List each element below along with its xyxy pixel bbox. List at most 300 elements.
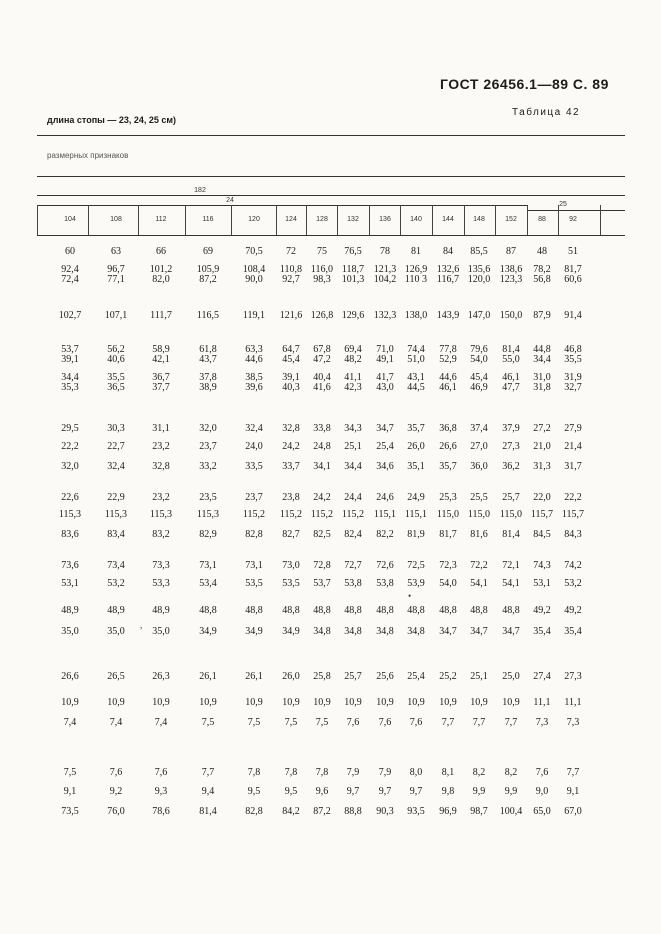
cell-value: 33,5 (245, 461, 263, 472)
cell-value: 7,3 (535, 717, 549, 728)
table-cell (553, 345, 593, 365)
table-cell (141, 672, 181, 682)
cell-value: 71,0 (376, 344, 394, 355)
cell-value: 115,7 (561, 509, 585, 520)
cell-value: 9,7 (409, 786, 423, 797)
cell-value: 44,8 (533, 344, 551, 355)
table-cell (141, 606, 181, 616)
cell-value: 9,6 (315, 786, 329, 797)
cell-value: 121,6 (279, 310, 303, 321)
cell-value: 65,0 (533, 806, 551, 817)
cell-value: 46,1 (502, 372, 520, 383)
columns-bottom-rule (37, 235, 625, 236)
cell-value: 7,8 (284, 767, 298, 778)
cell-value: 31,9 (564, 372, 582, 383)
table-cell (96, 807, 136, 817)
cell-value: 147,0 (467, 310, 491, 321)
cell-value: 115,1 (373, 509, 397, 520)
cell-value: 82,8 (245, 806, 263, 817)
cell-value: 33,8 (313, 423, 331, 434)
column-header: 116 (202, 216, 214, 223)
cell-value: 115,0 (467, 509, 491, 520)
table-cell (96, 768, 136, 778)
table-cell (188, 579, 228, 589)
cell-value: 69,4 (344, 344, 362, 355)
cell-value: 9,9 (504, 786, 518, 797)
cell-value: 7,7 (504, 717, 518, 728)
table-cell (141, 510, 181, 520)
table-cell (96, 606, 136, 616)
cell-value: 36,2 (502, 461, 520, 472)
cell-value: 72,6 (376, 560, 394, 571)
cell-value: 73,1 (245, 560, 263, 571)
cell-value: 22,6 (61, 492, 79, 503)
cell-value: 66 (156, 246, 166, 257)
cell-value: 10,9 (199, 697, 217, 708)
cell-value: 24,2 (313, 492, 331, 503)
cell-value: 115,0 (436, 509, 460, 520)
cell-value: 78,6 (152, 806, 170, 817)
cell-value: 54,1 (470, 578, 488, 589)
cell-value: 35,5 (107, 372, 125, 383)
cell-value: 25,8 (313, 671, 331, 682)
table-cell (50, 768, 90, 778)
table-cell (553, 493, 593, 503)
cell-value: 27,3 (564, 671, 582, 682)
cell-value: 11,1 (533, 697, 551, 708)
cell-value: 32,8 (282, 423, 300, 434)
cell-value: 119,1 (242, 310, 266, 321)
table-cell (141, 424, 181, 434)
table-cell (96, 265, 136, 285)
table-cell (234, 672, 274, 682)
table-cell (553, 698, 593, 708)
cell-value: 115,3 (104, 509, 128, 520)
cell-value: 72,7 (344, 560, 362, 571)
cell-value: 88,8 (344, 806, 362, 817)
cell-value: 26,6 (61, 671, 79, 682)
cell-value: 7,9 (346, 767, 360, 778)
cell-value: 73,0 (282, 560, 300, 571)
table-cell (188, 373, 228, 393)
cell-value: 9,3 (154, 786, 168, 797)
table-cell (96, 672, 136, 682)
cell-value: 24,2 (282, 441, 300, 452)
cell-value: 7,6 (109, 767, 123, 778)
cell-value: 34,8 (344, 626, 362, 637)
cell-value: 138,6 (499, 264, 523, 275)
table-cell (188, 462, 228, 472)
cell-value: 98,7 (470, 806, 488, 817)
cell-value: 85,5 (470, 246, 488, 257)
cell-value: 7,7 (566, 767, 580, 778)
cell-value: 9,2 (109, 786, 123, 797)
cell-value: 48,8 (376, 605, 394, 616)
cell-value: 38,5 (245, 372, 263, 383)
table-cell (188, 561, 228, 571)
cell-value: 7,6 (409, 717, 423, 728)
group-rule (37, 195, 625, 196)
cell-value: 48,8 (344, 605, 362, 616)
cell-value: 35,4 (564, 626, 582, 637)
cell-value: 60,6 (564, 274, 582, 285)
cell-value: 40,6 (107, 354, 125, 365)
table-cell (188, 787, 228, 797)
column-divider (138, 205, 139, 235)
table-cell (50, 510, 90, 520)
cell-value: 7,7 (472, 717, 486, 728)
column-divider (600, 205, 601, 235)
cell-value: 48,8 (470, 605, 488, 616)
cell-value: 23,7 (199, 441, 217, 452)
header-rule (37, 135, 625, 136)
cell-value: 25,4 (376, 441, 394, 452)
cell-value: 23,7 (245, 492, 263, 503)
cell-value: 27,0 (470, 441, 488, 452)
cell-value: 23,5 (199, 492, 217, 503)
cell-value: 24,4 (344, 492, 362, 503)
cell-value: 10,9 (313, 697, 331, 708)
table-cell (188, 311, 228, 321)
print-mark: • (408, 591, 412, 601)
cell-value: 67,0 (564, 806, 582, 817)
table-cell (234, 606, 274, 616)
table-cell (234, 345, 274, 365)
cell-value: 26,1 (199, 671, 217, 682)
cell-value: 30,3 (107, 423, 125, 434)
cell-value: 26,0 (282, 671, 300, 682)
cell-value: 82,2 (376, 529, 394, 540)
cell-value: 49,1 (376, 354, 394, 365)
cell-value: 34,8 (376, 626, 394, 637)
cell-value: 36,0 (470, 461, 488, 472)
cell-value: 49,2 (564, 605, 582, 616)
cell-value: 10,9 (107, 697, 125, 708)
cell-value: 91,4 (564, 310, 582, 321)
cell-value: 60 (65, 246, 75, 257)
cell-value: 35,3 (61, 382, 79, 393)
table-cell (234, 768, 274, 778)
cell-value: 42,1 (152, 354, 170, 365)
column-header: 128 (316, 216, 328, 223)
cell-value: 116,7 (436, 274, 460, 285)
cell-value: 27,2 (533, 423, 551, 434)
cell-value: 74,4 (407, 344, 425, 355)
table-cell (553, 627, 593, 637)
cell-value: 24,8 (313, 441, 331, 452)
column-header: 140 (410, 216, 422, 223)
table-cell (50, 606, 90, 616)
cell-value: 61,8 (199, 344, 217, 355)
cell-value: 72,2 (470, 560, 488, 571)
cell-value: 35,0 (152, 626, 170, 637)
cell-value: 9,4 (201, 786, 215, 797)
cell-value: 81,7 (439, 529, 457, 540)
table-cell (141, 265, 181, 285)
table-cell (96, 561, 136, 571)
cell-value: 9,0 (535, 786, 549, 797)
cell-value: 7,6 (378, 717, 392, 728)
cell-value: 110,8 (279, 264, 303, 275)
cell-value: 32,4 (245, 423, 263, 434)
cell-value: 27,3 (502, 441, 520, 452)
cell-value: 34,9 (282, 626, 300, 637)
table-cell (234, 265, 274, 285)
cell-value: 35,4 (533, 626, 551, 637)
table-number: Таблица 42 (512, 107, 581, 118)
cell-value: 34,1 (313, 461, 331, 472)
table-cell (96, 247, 136, 257)
table-cell (50, 561, 90, 571)
cell-value: 48 (537, 246, 547, 257)
column-header: 92 (569, 216, 577, 223)
cell-value: 115,1 (404, 509, 428, 520)
cell-value: 41,6 (313, 382, 331, 393)
table-cell (553, 718, 593, 728)
cell-value: 92,4 (61, 264, 79, 275)
cell-value: 7,3 (566, 717, 580, 728)
cell-value: 7,4 (109, 717, 123, 728)
cell-value: 34,4 (533, 354, 551, 365)
cell-value: 53,5 (245, 578, 263, 589)
cell-value: 73,5 (61, 806, 79, 817)
cell-value: 53,8 (344, 578, 362, 589)
cell-value: 25,1 (470, 671, 488, 682)
table-cell (50, 493, 90, 503)
table-cell (96, 493, 136, 503)
cell-value: 9,1 (63, 786, 77, 797)
cell-value: 36,8 (439, 423, 457, 434)
table-cell (188, 510, 228, 520)
cell-value: 118,7 (341, 264, 365, 275)
cell-value: 53,2 (107, 578, 125, 589)
table-cell (141, 345, 181, 365)
cell-value: 126,9 (404, 264, 428, 275)
cell-value: 90,3 (376, 806, 394, 817)
table-cell (234, 493, 274, 503)
cell-value: 48,9 (61, 605, 79, 616)
table-cell (141, 787, 181, 797)
table-cell (50, 442, 90, 452)
cell-value: 11,1 (564, 697, 582, 708)
table-cell (188, 493, 228, 503)
cell-value: 53,2 (564, 578, 582, 589)
cell-value: 48,8 (439, 605, 457, 616)
cell-value: 51,0 (407, 354, 425, 365)
cell-value: 7,7 (441, 717, 455, 728)
cell-value: 96,9 (439, 806, 457, 817)
cell-value: 132,3 (373, 310, 397, 321)
table-cell (50, 424, 90, 434)
cell-value: 10,9 (61, 697, 79, 708)
table-cell (96, 627, 136, 637)
cell-value: 72,3 (439, 560, 457, 571)
cell-value: 47,7 (502, 382, 520, 393)
cell-value: 73,6 (61, 560, 79, 571)
table-cell (234, 247, 274, 257)
cell-value: 84,2 (282, 806, 300, 817)
cell-value: 81,4 (502, 529, 520, 540)
table-cell (188, 698, 228, 708)
cell-value: 43,1 (407, 372, 425, 383)
cell-value: 76,0 (107, 806, 125, 817)
cell-value: 48,8 (407, 605, 425, 616)
cell-value: 83,2 (152, 529, 170, 540)
cell-value: 25,4 (407, 671, 425, 682)
cell-value: 72,5 (407, 560, 425, 571)
cell-value: 72,1 (502, 560, 520, 571)
cell-value: 8,2 (504, 767, 518, 778)
cell-value: 100,4 (499, 806, 523, 817)
cell-value: 116,0 (310, 264, 334, 275)
cell-value: 41,7 (376, 372, 394, 383)
table-cell (96, 345, 136, 365)
cell-value: 81 (411, 246, 421, 257)
cell-value: 31,7 (564, 461, 582, 472)
cell-value: 22,7 (107, 441, 125, 452)
cell-value: 53,7 (61, 344, 79, 355)
cell-value: 126,8 (310, 310, 334, 321)
table-cell (234, 718, 274, 728)
table-note: размерных признаков (47, 151, 129, 160)
cell-value: 10,9 (344, 697, 362, 708)
cell-value: 81,9 (407, 529, 425, 540)
cell-value: 72 (286, 246, 296, 257)
table-cell (141, 768, 181, 778)
table-cell (553, 807, 593, 817)
cell-value: 72,8 (313, 560, 331, 571)
cell-value: 7,5 (315, 717, 329, 728)
cell-value: 48,2 (344, 354, 362, 365)
cell-value: 10,9 (470, 697, 488, 708)
cell-value: 96,7 (107, 264, 125, 275)
cell-value: 31,8 (533, 382, 551, 393)
cell-value: 40,4 (313, 372, 331, 383)
cell-value: 48,9 (152, 605, 170, 616)
cell-value: 7,5 (247, 717, 261, 728)
cell-value: 46,1 (439, 382, 457, 393)
cell-value: 22,9 (107, 492, 125, 503)
cell-value: 21,4 (564, 441, 582, 452)
cell-value: 115,3 (149, 509, 173, 520)
table-cell (188, 718, 228, 728)
table-cell (96, 373, 136, 393)
table-cell (141, 561, 181, 571)
cell-value: 25,0 (502, 671, 520, 682)
cell-value: 40,3 (282, 382, 300, 393)
column-header: 132 (347, 216, 359, 223)
table-cell (234, 442, 274, 452)
cell-value: 74,2 (564, 560, 582, 571)
table-cell (234, 698, 274, 708)
table-cell (553, 510, 593, 520)
cell-value: 46,8 (564, 344, 582, 355)
cell-value: 35,0 (61, 626, 79, 637)
cell-value: 34,7 (502, 626, 520, 637)
cell-value: 101,3 (341, 274, 365, 285)
cell-value: 44,5 (407, 382, 425, 393)
cell-value: 47,2 (313, 354, 331, 365)
subgroup-rule (37, 205, 527, 206)
cell-value: 38,9 (199, 382, 217, 393)
cell-value: 32,0 (199, 423, 217, 434)
cell-value: 34,8 (313, 626, 331, 637)
cell-value: 98,3 (313, 274, 331, 285)
cell-value: 35,0 (107, 626, 125, 637)
table-cell (50, 311, 90, 321)
cell-value: 8,1 (441, 767, 455, 778)
table-cell (141, 579, 181, 589)
cell-value: 43,0 (376, 382, 394, 393)
cell-value: 115,3 (58, 509, 82, 520)
table-cell (188, 768, 228, 778)
table-subtitle: длина стопы — 23, 24, 25 см) (47, 115, 177, 125)
cell-value: 36,7 (152, 372, 170, 383)
table-cell (553, 265, 593, 285)
cell-value: 135,6 (467, 264, 491, 275)
table-cell (188, 247, 228, 257)
cell-value: 64,7 (282, 344, 300, 355)
cell-value: 43,7 (199, 354, 217, 365)
cell-value: 34,6 (376, 461, 394, 472)
cell-value: 7,6 (346, 717, 360, 728)
cell-value: 34,3 (344, 423, 362, 434)
cell-value: 25,3 (439, 492, 457, 503)
table-cell (234, 787, 274, 797)
table-cell (188, 345, 228, 365)
group-label-24: 24 (226, 197, 234, 204)
cell-value: 9,5 (284, 786, 298, 797)
cell-value: 90,0 (245, 274, 263, 285)
column-header: 108 (110, 216, 122, 223)
cell-value: 31,3 (533, 461, 551, 472)
cell-value: 35,7 (439, 461, 457, 472)
cell-value: 74,3 (533, 560, 551, 571)
table-cell (96, 718, 136, 728)
cell-value: 77,8 (439, 344, 457, 355)
cell-value: 115,3 (196, 509, 220, 520)
table-cell (234, 462, 274, 472)
cell-value: 23,2 (152, 492, 170, 503)
cell-value: 53,1 (61, 578, 79, 589)
cell-value: 7,5 (284, 717, 298, 728)
column-divider (37, 205, 38, 235)
cell-value: 83,4 (107, 529, 125, 540)
cell-value: 53,8 (376, 578, 394, 589)
table-cell (50, 787, 90, 797)
cell-value: 87 (506, 246, 516, 257)
cell-value: 115,2 (279, 509, 303, 520)
cell-value: 23,2 (152, 441, 170, 452)
table-cell (50, 345, 90, 365)
table-cell (188, 627, 228, 637)
cell-value: 10,9 (245, 697, 263, 708)
cell-value: 9,7 (378, 786, 392, 797)
cell-value: 87,2 (199, 274, 217, 285)
table-cell (234, 424, 274, 434)
cell-value: 53,5 (282, 578, 300, 589)
table-cell (188, 807, 228, 817)
cell-value: 7,4 (63, 717, 77, 728)
cell-value: 34,4 (61, 372, 79, 383)
cell-value: 21,0 (533, 441, 551, 452)
cell-value: 53,1 (533, 578, 551, 589)
cell-value: 10,9 (282, 697, 300, 708)
cell-value: 7,6 (535, 767, 549, 778)
cell-value: 26,3 (152, 671, 170, 682)
group-label-182: 182 (194, 187, 206, 194)
cell-value: 129,6 (341, 310, 365, 321)
